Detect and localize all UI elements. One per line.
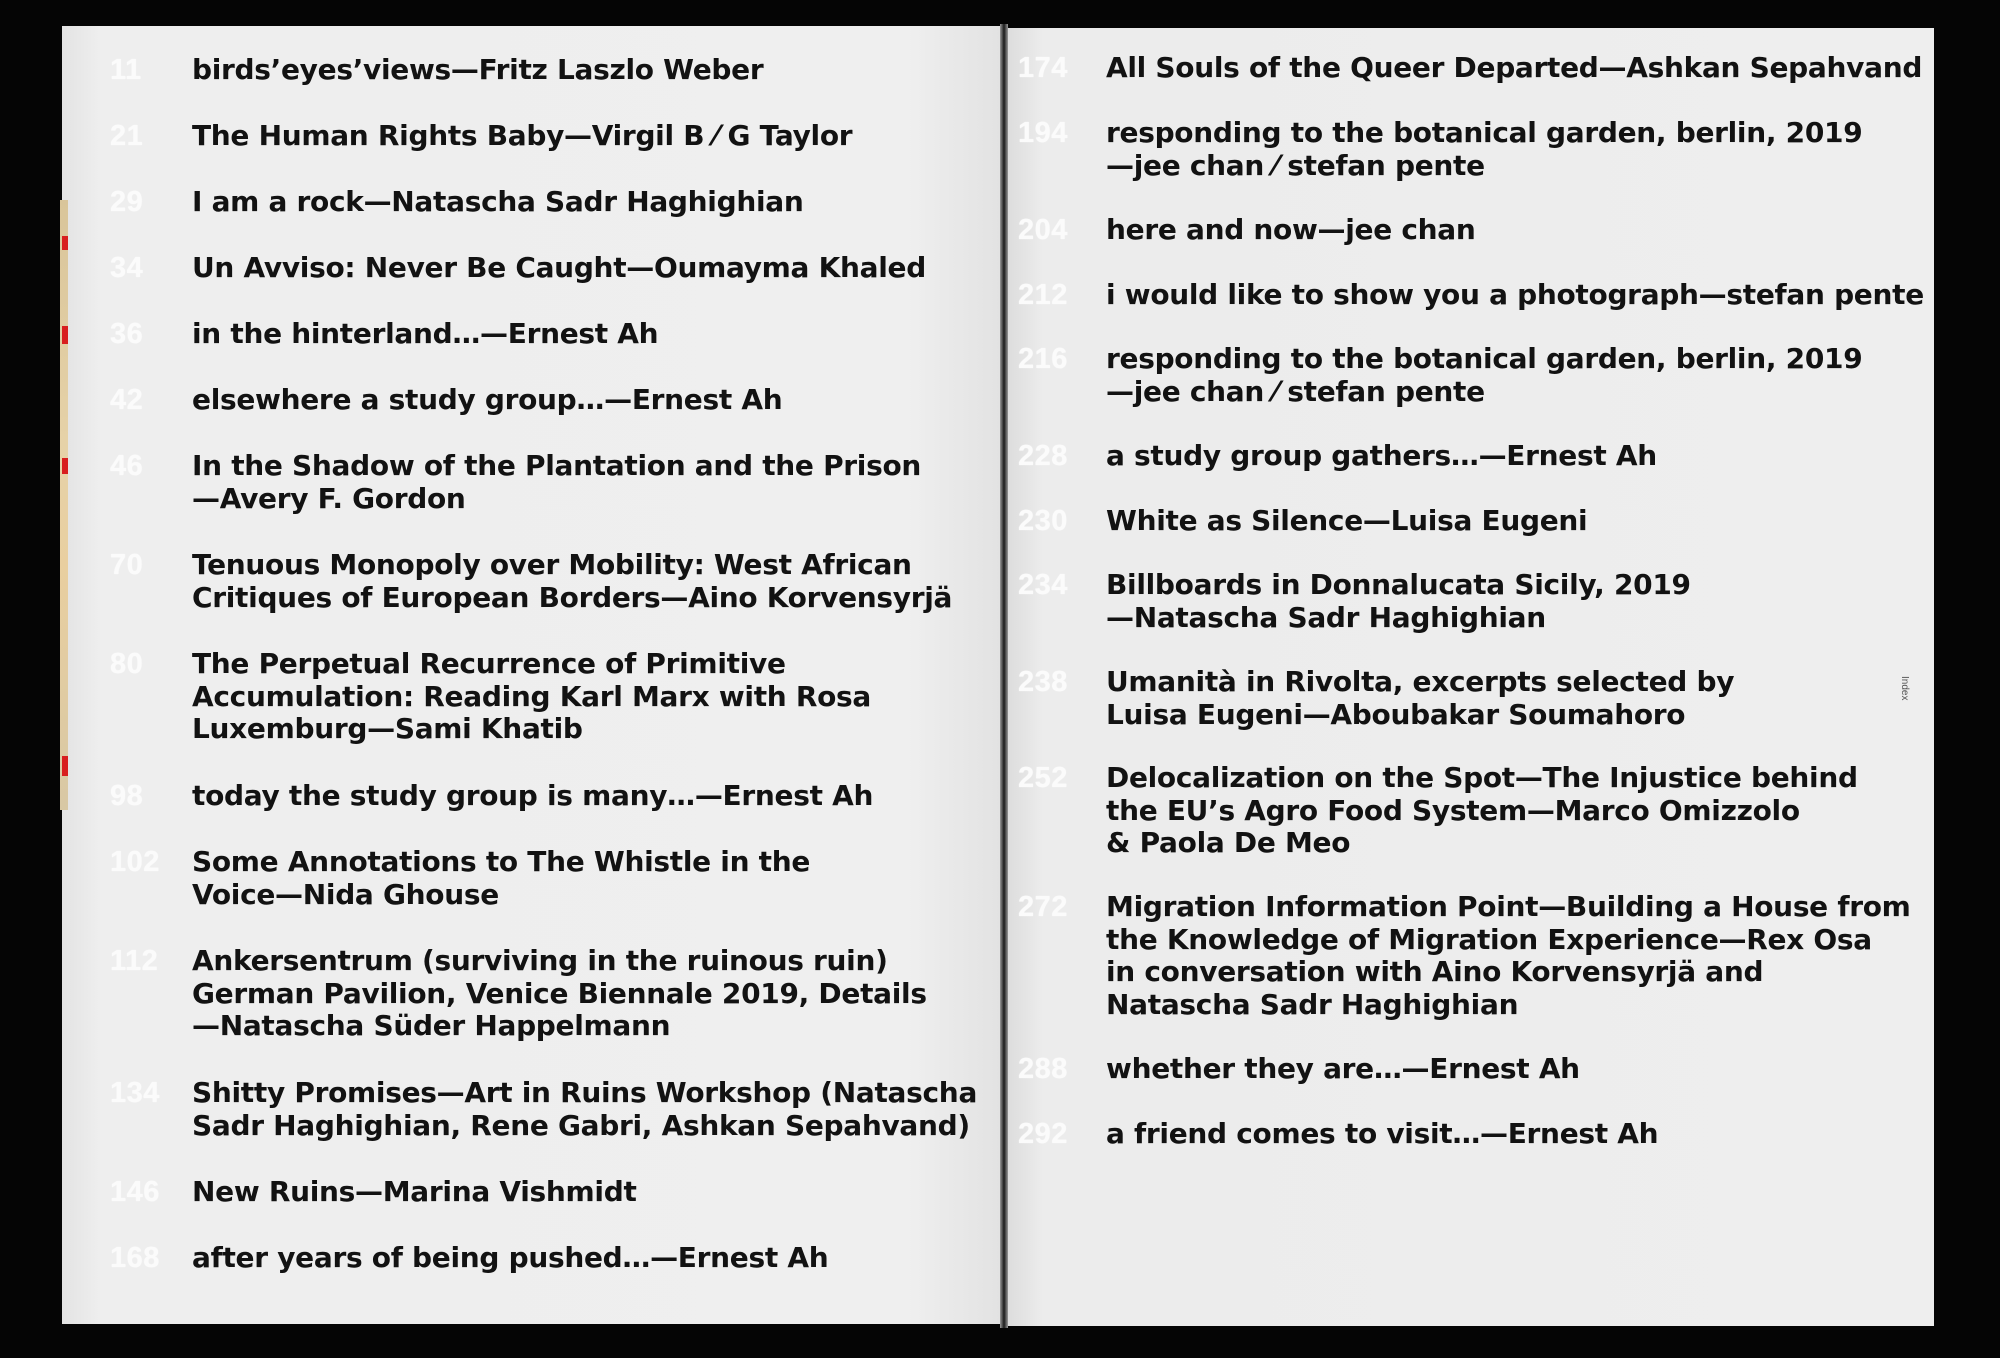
entry-title: today the study group is many…—Ernest Ah [192,779,874,812]
page-number: 168 [110,1242,160,1274]
entry-title: All Souls of the Queer Departed—Ashkan Sepahvand [1106,51,1923,84]
page-number: 216 [1018,343,1068,375]
entry-title: elsewhere a study group…—Ernest Ah [192,383,783,416]
page-number: 21 [110,120,144,152]
entry-title: birds’eyes’views—Fritz Laszlo Weber [192,53,764,86]
page-number: 134 [110,1077,160,1109]
entry-title: Delocalization on the Spot—The Injustice behind the EU’s Agro Food System—Marco Omizzolo & Paola De Meo [1106,761,1858,859]
page-number: 36 [110,318,144,350]
page-number: 29 [110,186,144,218]
entry-title: Shitty Promises—Art in Ruins Workshop (Natascha Sadr Haghighian, Rene Gabri, Ashkan Sepahvand) [192,1076,978,1142]
running-head: Index [1899,676,1910,701]
entry-title: Some Annotations to The Whistle in the Voice—Nida Ghouse [192,845,811,911]
entry-title: I am a rock—Natascha Sadr Haghighian [192,185,804,218]
page-number: 234 [1018,569,1068,601]
entry-title: Migration Information Point—Building a House from the Knowledge of Migration Experience—Rex Osa in conversation with Aino Korvensyrjä and Natascha Sadr Haghighian [1106,890,1911,1021]
entry-title: in the hinterland…—Ernest Ah [192,317,659,350]
page-number: 46 [110,450,144,482]
thumb-index-mark [62,458,68,474]
entry-title: New Ruins—Marina Vishmidt [192,1175,637,1208]
page-number: 112 [110,945,159,977]
entry-title: Ankersentrum (surviving in the ruinous ruin) German Pavilion, Venice Biennale 2019, Details —Natascha Süder Happelmann [192,944,927,1042]
entry-title: Billboards in Donnalucata Sicily, 2019 —Natascha Sadr Haghighian [1106,568,1691,634]
page-number: 292 [1018,1118,1068,1150]
entry-title: responding to the botanical garden, berlin, 2019 —jee chan ⁄ stefan pente [1106,342,1863,408]
entry-title: The Perpetual Recurrence of Primitive Accumulation: Reading Karl Marx with Rosa Luxemburg—Sami Khatib [192,647,872,745]
page-number: 238 [1018,666,1068,698]
page-number: 80 [110,648,144,680]
page-number: 146 [110,1176,160,1208]
page-number: 174 [1018,52,1068,84]
page-number: 272 [1018,891,1068,923]
page-number: 102 [110,846,160,878]
entry-title: a study group gathers…—Ernest Ah [1106,439,1657,472]
page-edge-strip [60,200,68,810]
page-number: 230 [1018,505,1068,537]
page-number: 204 [1018,214,1068,246]
entry-title: In the Shadow of the Plantation and the Prison —Avery F. Gordon [192,449,922,515]
entry-title: Tenuous Monopoly over Mobility: West African Critiques of European Borders—Aino Korvensyrjä [192,548,953,614]
page-number: 228 [1018,440,1068,472]
page-number: 11 [110,54,142,86]
entry-title: Un Avviso: Never Be Caught—Oumayma Khaled [192,251,926,284]
entry-title: after years of being pushed…—Ernest Ah [192,1241,829,1274]
entry-title: a friend comes to visit…—Ernest Ah [1106,1117,1659,1150]
entry-title: whether they are…—Ernest Ah [1106,1052,1580,1085]
entry-title: i would like to show you a photograph—stefan pente [1106,278,1924,311]
thumb-index-mark [62,326,68,344]
page-number: 70 [110,549,144,581]
page-number: 42 [110,384,144,416]
page-number: 212 [1018,279,1068,311]
page-number: 98 [110,780,144,812]
entry-title: The Human Rights Baby—Virgil B ⁄ G Taylor [192,119,853,152]
entry-title: Umanità in Rivolta, excerpts selected by Luisa Eugeni—Aboubakar Soumahoro [1106,665,1735,731]
entry-title: White as Silence—Luisa Eugeni [1106,504,1588,537]
page-number: 34 [110,252,144,284]
thumb-index-mark [62,756,68,776]
thumb-index-mark [62,236,68,250]
entry-title: here and now—jee chan [1106,213,1476,246]
page-number: 288 [1018,1053,1068,1085]
page-number: 194 [1018,117,1068,149]
entry-title: responding to the botanical garden, berlin, 2019 —jee chan ⁄ stefan pente [1106,116,1863,182]
page-number: 252 [1018,762,1068,794]
